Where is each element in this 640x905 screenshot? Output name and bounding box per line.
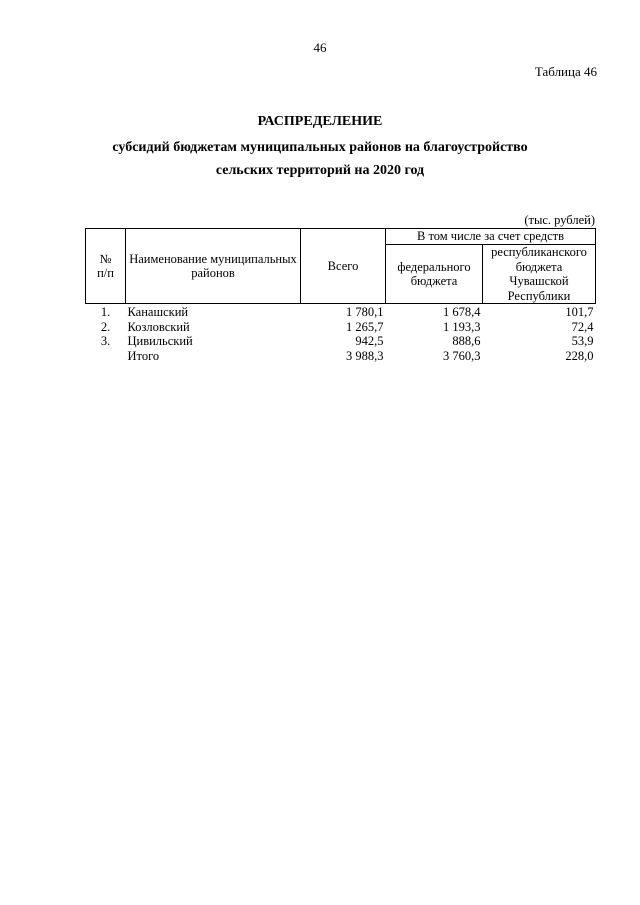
cell-num: 2. xyxy=(100,319,111,334)
cell-num: 3. xyxy=(100,334,111,348)
cell-federal: 888,6 xyxy=(452,334,481,348)
cell-total: 942,5 xyxy=(355,334,384,348)
table-row xyxy=(86,334,596,349)
header-number-line1: № xyxy=(99,251,112,266)
cell-name: Козловский xyxy=(127,319,190,334)
cell-total: 1 780,1 xyxy=(346,305,384,319)
cell-federal: 1 678,4 xyxy=(443,305,481,319)
total-row xyxy=(86,349,596,364)
header-number-line2: п/п xyxy=(97,266,114,280)
cell-name: Цивильский xyxy=(127,334,193,348)
subtitle-line: сельских территорий на 2020 год xyxy=(215,163,425,178)
table-label: Таблица 46 xyxy=(534,64,597,79)
header-name: Наименование муниципальных районов xyxy=(126,229,301,304)
cell-republic: 101,7 xyxy=(565,305,594,319)
cell-republic: 72,4 xyxy=(571,319,594,334)
distribution-table xyxy=(85,228,596,363)
cell-republic: 228,0 xyxy=(565,348,594,363)
header-federal: федерального бюджета xyxy=(386,245,483,304)
header-total: Всего xyxy=(301,229,386,304)
header-republic: республиканского бюджета Чувашской Республики xyxy=(483,245,596,304)
document-title: РАСПРЕДЕЛЕНИЕ xyxy=(257,114,383,129)
table-row xyxy=(86,304,596,320)
cell-total: 3 988,3 xyxy=(346,348,384,363)
cell-republic: 53,9 xyxy=(571,334,594,348)
cell-num xyxy=(86,349,126,364)
cell-name: Канашский xyxy=(127,305,189,319)
document-subtitle xyxy=(0,136,640,182)
cell-federal: 3 760,3 xyxy=(443,348,481,363)
subtitle-line: субсидий бюджетам муниципальных районов на благоустройство xyxy=(112,140,528,155)
units-note: (тыс. рублей) xyxy=(524,213,595,227)
cell-name: Итого xyxy=(127,348,160,363)
cell-federal: 1 193,3 xyxy=(443,319,481,334)
header-number xyxy=(86,229,126,304)
cell-num: 1. xyxy=(100,305,111,319)
header-including-group: В том числе за счет средств xyxy=(386,229,596,245)
cell-total: 1 265,7 xyxy=(346,319,384,334)
page-number: 46 xyxy=(313,40,327,55)
table-row xyxy=(86,320,596,335)
